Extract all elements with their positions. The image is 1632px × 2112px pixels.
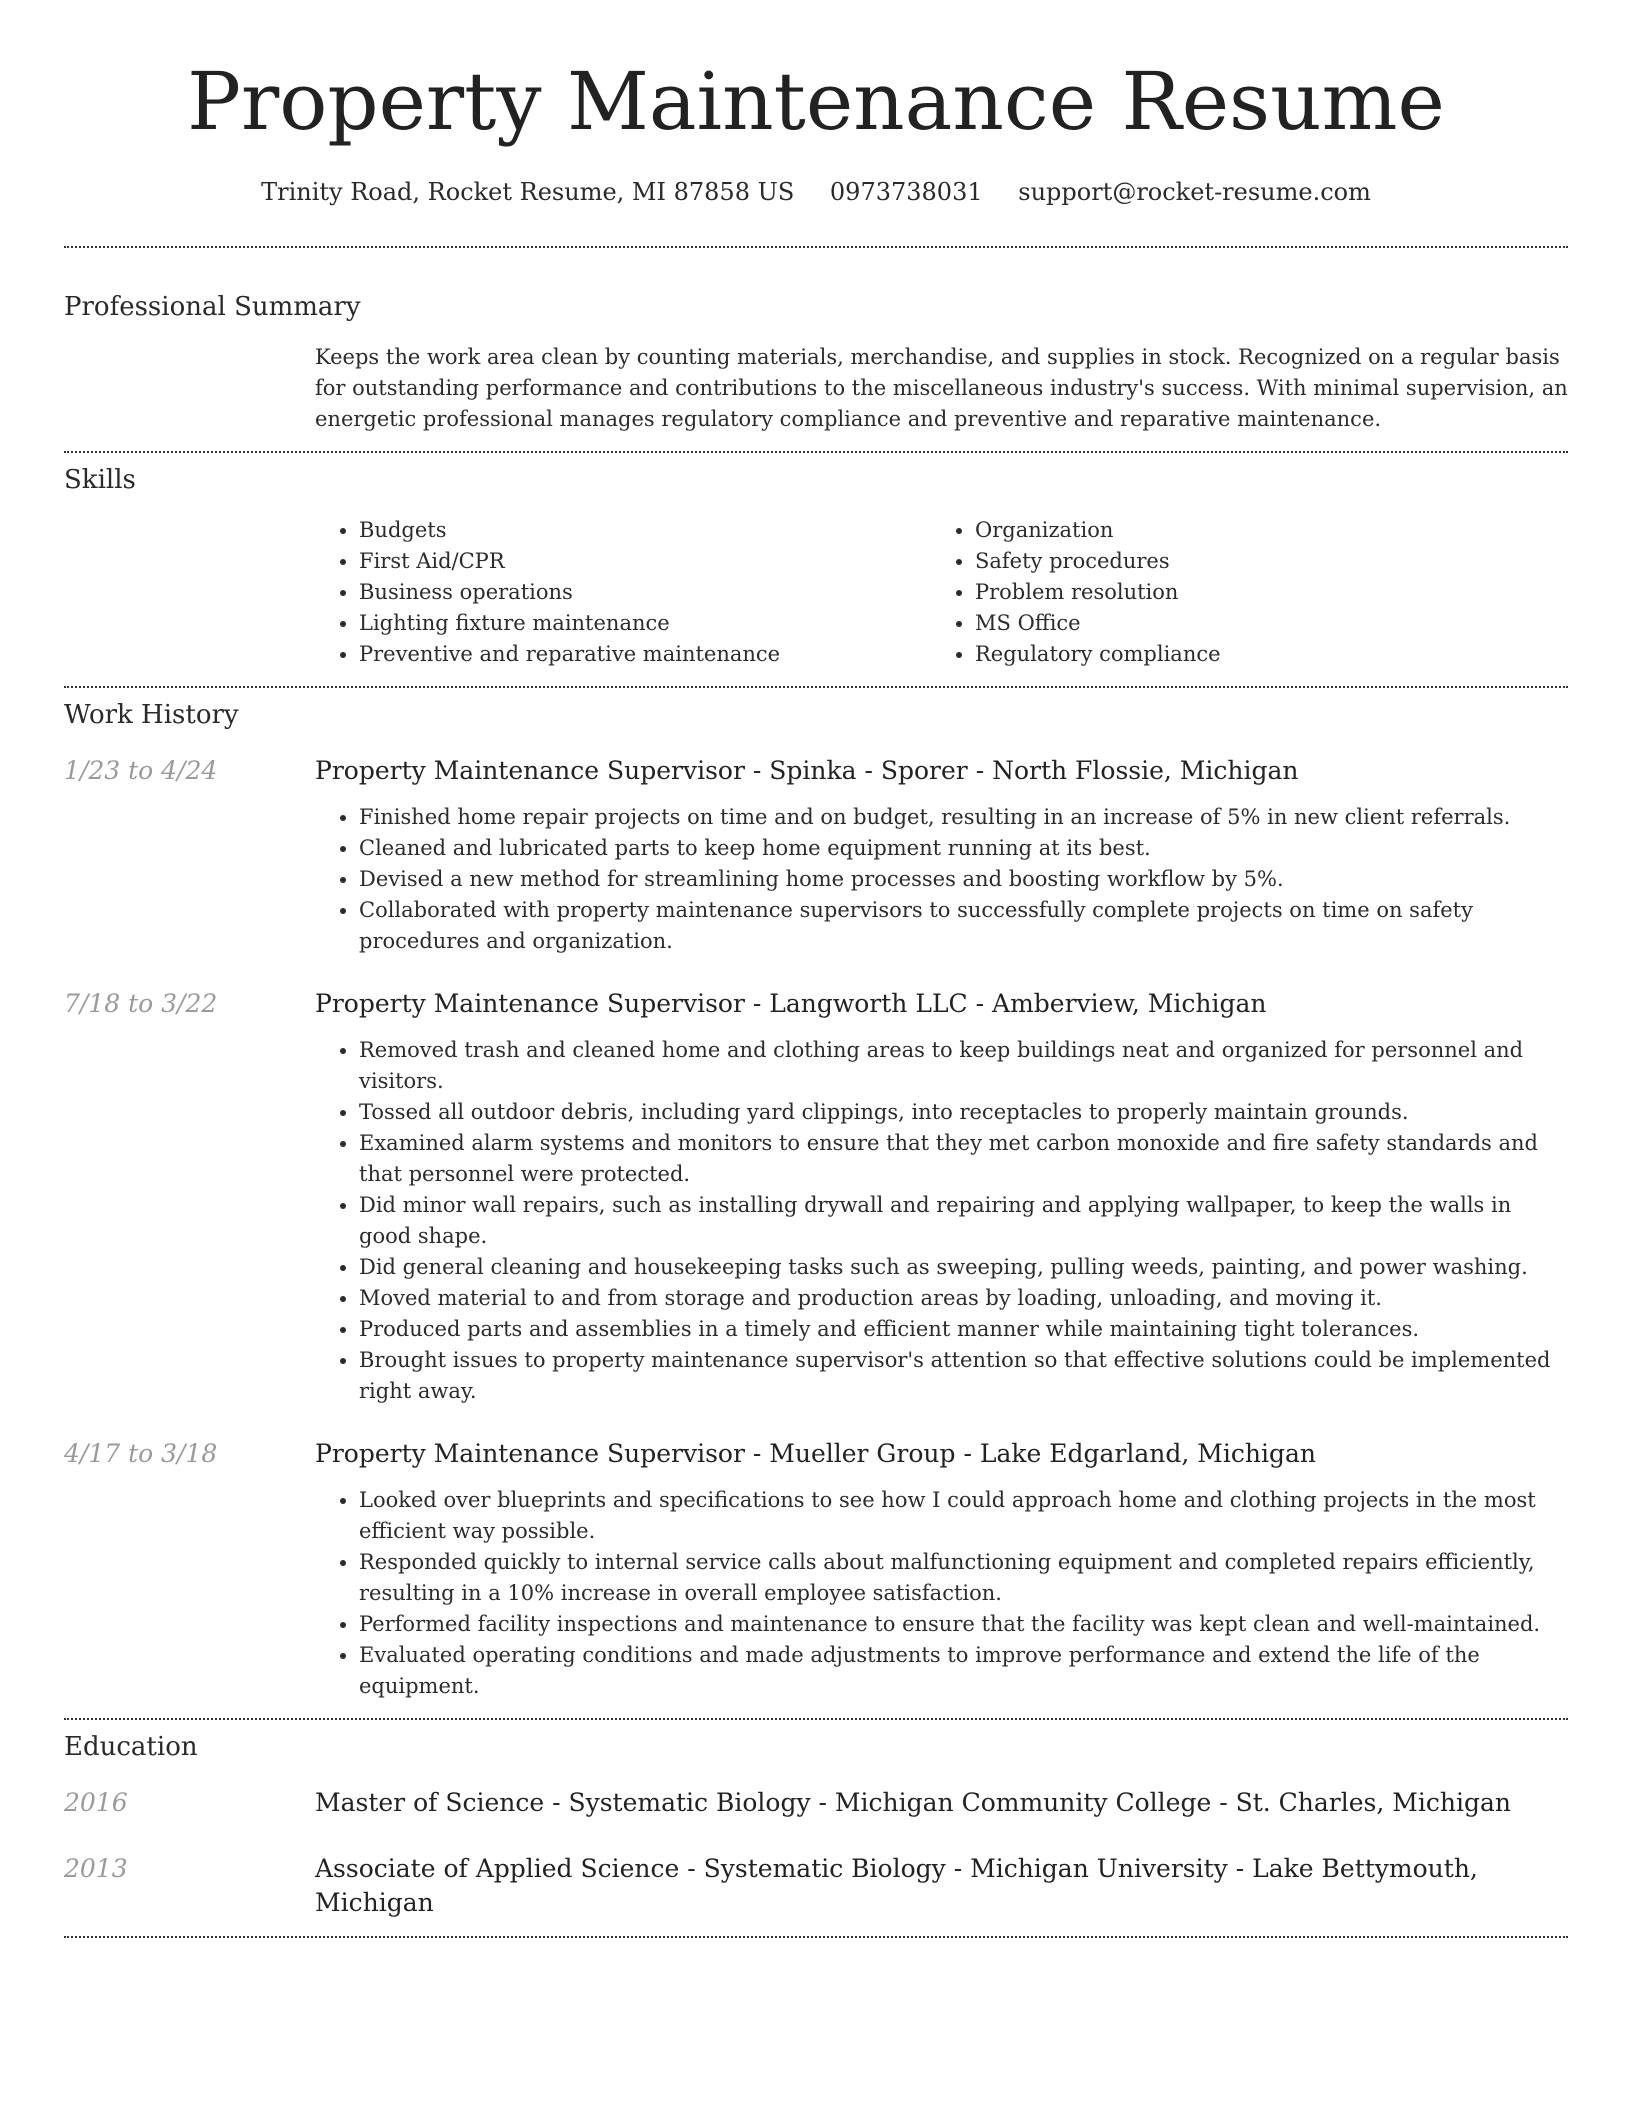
skill-item: • Regulatory compliance [975, 639, 1547, 670]
skills-heading: Skills [64, 465, 136, 495]
job-entry [64, 1437, 1568, 1702]
skill-item: • Budgets [359, 515, 931, 546]
skill-item: • First Aid/CPR [359, 546, 931, 577]
work-history-section [64, 688, 1568, 1718]
job-date: 7/18 to 3/22 [64, 989, 218, 1018]
contact-phone: 0973738031 [829, 178, 983, 206]
work-history-heading: Work History [64, 700, 239, 730]
education-year: 2013 [64, 1854, 128, 1883]
section-divider [64, 1936, 1568, 1938]
job-bullet: • Removed trash and cleaned home and clothing areas to keep buildings neat and organized for personnel and visitors. [359, 1035, 1568, 1097]
education-degree: Associate of Applied Science - Systematic Biology - Michigan University - Lake Bettymouth, Michigan [315, 1854, 1478, 1917]
education-section [64, 1720, 1568, 1936]
job-bullets [315, 1485, 1568, 1702]
job-entry [64, 754, 1568, 957]
job-title: Property Maintenance Supervisor - Spinka - Sporer - North Flossie, Michigan [315, 756, 1299, 785]
job-bullet: • Devised a new method for streamlining home processes and boosting workflow by 5%. [359, 864, 1568, 895]
job-bullet: • Moved material to and from storage and production areas by loading, unloading, and moving it. [359, 1283, 1568, 1314]
job-bullet: • Cleaned and lubricated parts to keep home equipment running at its best. [359, 833, 1568, 864]
education-year: 2016 [64, 1788, 128, 1817]
education-entry [64, 1852, 1568, 1920]
education-entry [64, 1786, 1568, 1820]
job-bullet: • Produced parts and assemblies in a timely and efficient manner while maintaining tight tolerances. [359, 1314, 1568, 1345]
summary-section [64, 248, 1568, 451]
skills-section [64, 453, 1568, 686]
job-bullet: • Examined alarm systems and monitors to ensure that they met carbon monoxide and fire safety standards and that personnel were protected. [359, 1128, 1568, 1190]
skill-item: • Preventive and reparative maintenance [359, 639, 931, 670]
job-bullet: • Evaluated operating conditions and made adjustments to improve performance and extend the life of the equipment. [359, 1640, 1568, 1702]
education-degree: Master of Science - Systematic Biology - Michigan Community College - St. Charles, Michigan [315, 1788, 1511, 1817]
job-bullet: • Performed facility inspections and maintenance to ensure that the facility was kept clean and well-maintained. [359, 1609, 1568, 1640]
job-bullet: • Tossed all outdoor debris, including yard clippings, into receptacles to properly maintain grounds. [359, 1097, 1568, 1128]
education-heading: Education [64, 1732, 198, 1762]
contact-email: support@rocket-resume.com [1018, 178, 1371, 206]
skill-item: • Safety procedures [975, 546, 1547, 577]
skill-item: • Problem resolution [975, 577, 1547, 608]
skill-item: • MS Office [975, 608, 1547, 639]
job-bullet: • Finished home repair projects on time and on budget, resulting in an increase of 5% in new client referrals. [359, 802, 1568, 833]
job-bullet: • Did minor wall repairs, such as installing drywall and repairing and applying wallpaper, to keep the walls in good shape. [359, 1190, 1568, 1252]
job-bullet: • Brought issues to property maintenance supervisor's attention so that effective solutions could be implemented right away. [359, 1345, 1568, 1407]
skills-list-left [315, 515, 931, 670]
skill-item: • Lighting fixture maintenance [359, 608, 931, 639]
job-bullet: • Responded quickly to internal service calls about malfunctioning equipment and completed repairs efficiently, resulting in a 10% increase in overall employee satisfaction. [359, 1547, 1568, 1609]
skill-item: • Organization [975, 515, 1547, 546]
job-title: Property Maintenance Supervisor - Langworth LLC - Amberview, Michigan [315, 989, 1267, 1018]
summary-heading: Professional Summary [64, 292, 361, 322]
skills-list-right [931, 515, 1547, 670]
job-bullet: • Collaborated with property maintenance supervisors to successfully complete projects on time on safety procedures and organization. [359, 895, 1568, 957]
job-entry [64, 987, 1568, 1407]
job-date: 1/23 to 4/24 [64, 756, 218, 785]
contact-line [64, 174, 1568, 210]
job-bullets [315, 1035, 1568, 1407]
skill-item: • Business operations [359, 577, 931, 608]
job-bullets [315, 802, 1568, 957]
contact-address: Trinity Road, Rocket Resume, MI 87858 US [261, 178, 795, 206]
job-title: Property Maintenance Supervisor - Mueller Group - Lake Edgarland, Michigan [315, 1439, 1316, 1468]
job-bullet: • Looked over blueprints and specifications to see how I could approach home and clothing projects in the most efficient way possible. [359, 1485, 1568, 1547]
resume-title: Property Maintenance Resume [187, 55, 1445, 148]
job-date: 4/17 to 3/18 [64, 1439, 218, 1468]
job-bullet: • Did general cleaning and housekeeping tasks such as sweeping, pulling weeds, painting, and power washing. [359, 1252, 1568, 1283]
summary-text: Keeps the work area clean by counting materials, merchandise, and supplies in stock. Recognized on a regular basis for outstanding performance and contributions to the miscellaneous industry's success. With minimal supervision, an energetic professional manages regulatory compliance and preventive and reparative maintenance. [315, 345, 1568, 431]
